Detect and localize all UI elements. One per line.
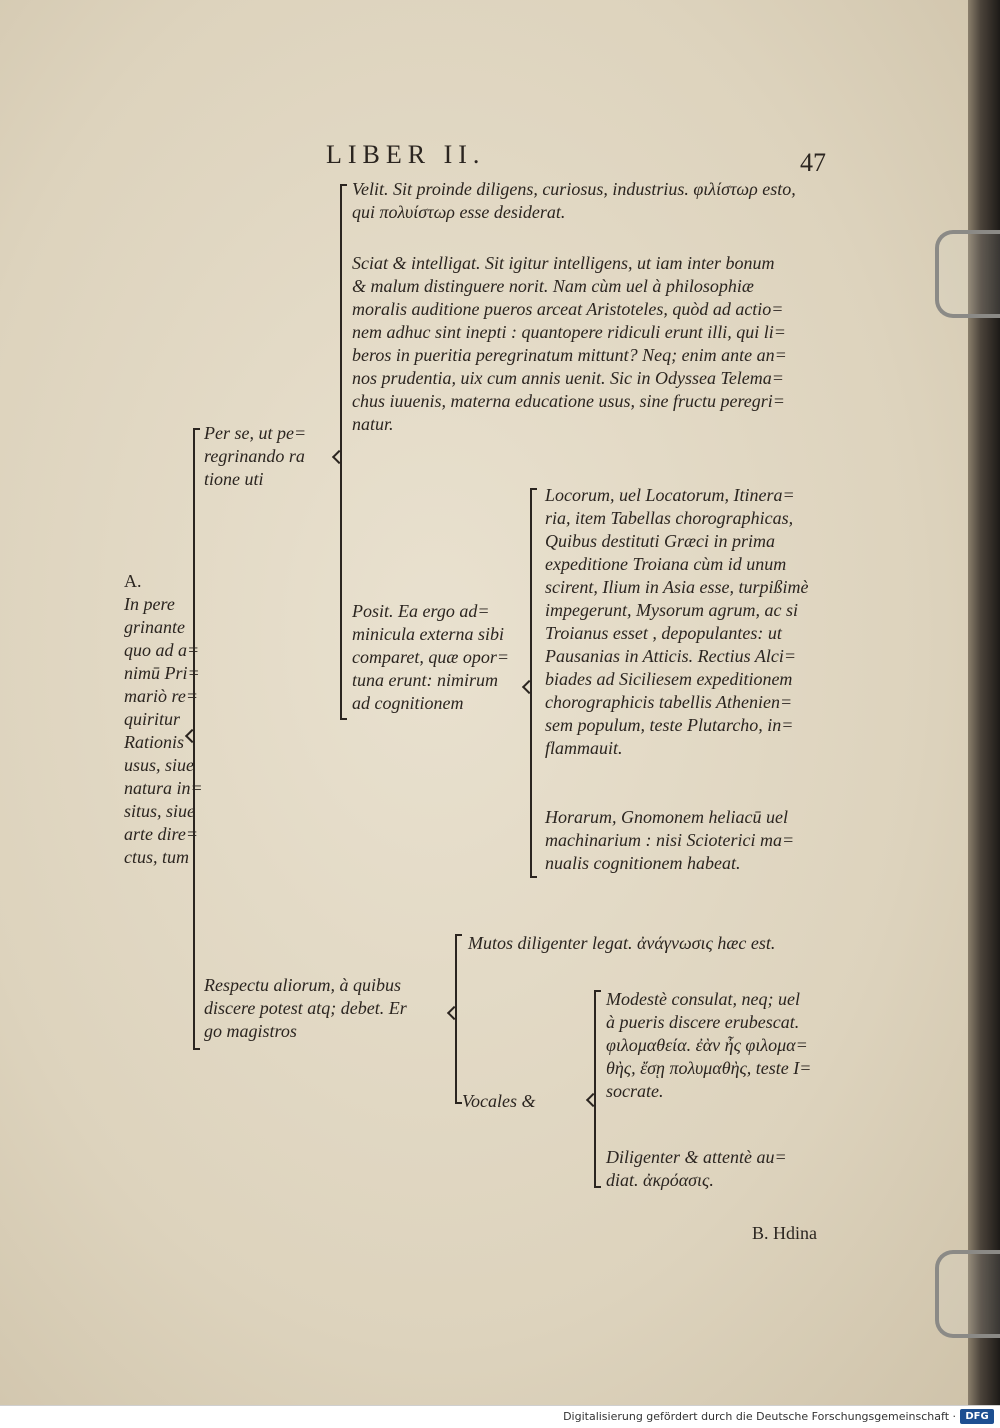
locorum-line: scirent, Ilium in Asia esse, turpißimè bbox=[545, 577, 809, 597]
diligenter-line: diat. ἀκρόασις. bbox=[606, 1170, 714, 1190]
locorum-line: Locorum, uel Locatorum, Itinera= bbox=[545, 485, 795, 505]
modeste-line: à pueris discere erubescat. bbox=[606, 1012, 800, 1032]
vocales-block bbox=[462, 1090, 536, 1113]
dfg-logo: DFG bbox=[960, 1409, 994, 1424]
per-se-line: regrinando ra bbox=[204, 446, 305, 466]
sciat-line: moralis auditione pueros arceat Aristoteles, quòd ad actio= bbox=[352, 299, 784, 319]
vocales-brace bbox=[594, 990, 596, 1188]
per-se-line: tione uti bbox=[204, 469, 264, 489]
locorum-line: ria, item Tabellas chorographicas, bbox=[545, 508, 794, 528]
locorum-line: biades ad Siciliesem expeditionem bbox=[545, 669, 793, 689]
locorum-block bbox=[545, 484, 808, 760]
root-line: quo ad a= bbox=[124, 640, 200, 660]
respectu-line: Respectu aliorum, à quibus bbox=[204, 975, 401, 995]
root-line: quiritur bbox=[124, 709, 181, 729]
root-line: nimū Pri= bbox=[124, 663, 200, 683]
horarum-line: machinarium : nisi Scioterici ma= bbox=[545, 830, 795, 850]
book-clasp-top bbox=[935, 230, 1000, 318]
possit-line: tuna erunt: nimirum bbox=[352, 670, 498, 690]
per-se-block bbox=[204, 422, 306, 491]
root-line: ctus, tum bbox=[124, 847, 189, 867]
modeste-block bbox=[606, 988, 811, 1103]
root-line: situs, siue bbox=[124, 801, 196, 821]
root-line: Rationis bbox=[124, 732, 185, 752]
sciat-line: chus iuuenis, materna educatione usus, sine fructu peregri= bbox=[352, 391, 785, 411]
locorum-line: Quibus destituti Græci in prima bbox=[545, 531, 776, 551]
root-line: arte dire= bbox=[124, 824, 198, 844]
possit-line: comparet, quæ opor= bbox=[352, 647, 509, 667]
sciat-block bbox=[352, 252, 787, 436]
locorum-line: Pausanias in Atticis. Rectius Alci= bbox=[545, 646, 796, 666]
respectu-block bbox=[204, 974, 407, 1043]
possit-block bbox=[352, 600, 509, 715]
velit-block bbox=[352, 178, 796, 224]
modeste-line: φιλομαθεία. ἐὰν ἦς φιλομα= bbox=[606, 1035, 808, 1055]
possit-line: minicula externa sibi bbox=[352, 624, 504, 644]
respectu-brace bbox=[455, 934, 457, 1104]
locorum-line: flammauit. bbox=[545, 738, 623, 758]
vocales-brace-point bbox=[586, 1093, 600, 1107]
root-line: natura in= bbox=[124, 778, 203, 798]
locorum-line: expeditione Troiana cùm id unum bbox=[545, 554, 787, 574]
horarum-line: Horarum, Gnomonem heliacū uel bbox=[545, 807, 788, 827]
root-line: usus, siue bbox=[124, 755, 195, 775]
per-se-line: Per se, ut pe= bbox=[204, 423, 307, 443]
possit-line: ad cognitionem bbox=[352, 693, 464, 713]
respectu-brace-point bbox=[447, 1006, 461, 1020]
locorum-line: sem populum, teste Plutarcho, in= bbox=[545, 715, 794, 735]
modeste-line: θὴς, ἔσῃ πολυμαθὴς, teste I= bbox=[606, 1058, 812, 1078]
respectu-line: go magistros bbox=[204, 1021, 297, 1041]
velit-line: qui πολυίστωρ esse desiderat. bbox=[352, 202, 566, 222]
diligenter-line: Diligenter & attentè au= bbox=[606, 1147, 787, 1167]
possit-brace-point bbox=[522, 680, 536, 694]
sciat-line: nos prudentia, uix cum annis uenit. Sic in Odyssea Telema= bbox=[352, 368, 784, 388]
sciat-line: & malum distinguere norit. Nam cùm uel à philosophiæ bbox=[352, 276, 754, 296]
sciat-line: Sciat & intelligat. Sit igitur intelligens, ut iam inter bonum bbox=[352, 253, 775, 273]
footer-credit: Digitalisierung gefördert durch die Deutsche Forschungsgemeinschaft · bbox=[563, 1410, 956, 1423]
locorum-line: chorographicis tabellis Athenien= bbox=[545, 692, 793, 712]
sciat-line: nem adhuc sint inepti : quantopere ridiculi erunt illi, qui li= bbox=[352, 322, 786, 342]
catchword: B. Hdina bbox=[752, 1223, 817, 1243]
horarum-line: nualis cognitionem habeat. bbox=[545, 853, 741, 873]
footer-bar bbox=[0, 1405, 1000, 1428]
diligenter-block bbox=[606, 1146, 787, 1192]
running-title: LIBER II. bbox=[326, 140, 486, 169]
page-edge bbox=[968, 0, 1000, 1405]
root-line: A. bbox=[124, 571, 142, 591]
modeste-line: Modestè consulat, neq; uel bbox=[606, 989, 800, 1009]
locorum-line: impegerunt, Mysorum agrum, ac si bbox=[545, 600, 798, 620]
root-line: grinante bbox=[124, 617, 185, 637]
mutos-block bbox=[468, 932, 775, 955]
mutos-line: Mutos diligenter legat. ἀνάγνωσις hæc est. bbox=[468, 933, 776, 953]
sciat-line: beros in pueritia peregrinatum mittunt? Neq; enim ante an= bbox=[352, 345, 787, 365]
horarum-block bbox=[545, 806, 794, 875]
sciat-line: natur. bbox=[352, 414, 394, 434]
possit-line: Posit. Ea ergo ad= bbox=[352, 601, 490, 621]
root-heading-block bbox=[124, 570, 203, 869]
page-number: 47 bbox=[800, 148, 826, 177]
vocales-line: Vocales & bbox=[462, 1091, 536, 1111]
modeste-line: socrate. bbox=[606, 1081, 664, 1101]
locorum-line: Troianus esset , depopulantes: ut bbox=[545, 623, 782, 643]
book-clasp-bottom bbox=[935, 1250, 1000, 1338]
root-line: In pere bbox=[124, 594, 175, 614]
per-se-brace-point bbox=[332, 450, 346, 464]
root-line: mariò re= bbox=[124, 686, 198, 706]
velit-line: Velit. Sit proinde diligens, curiosus, industrius. φιλίστωρ esto, bbox=[352, 179, 796, 199]
respectu-line: discere potest atq; debet. Er bbox=[204, 998, 407, 1018]
